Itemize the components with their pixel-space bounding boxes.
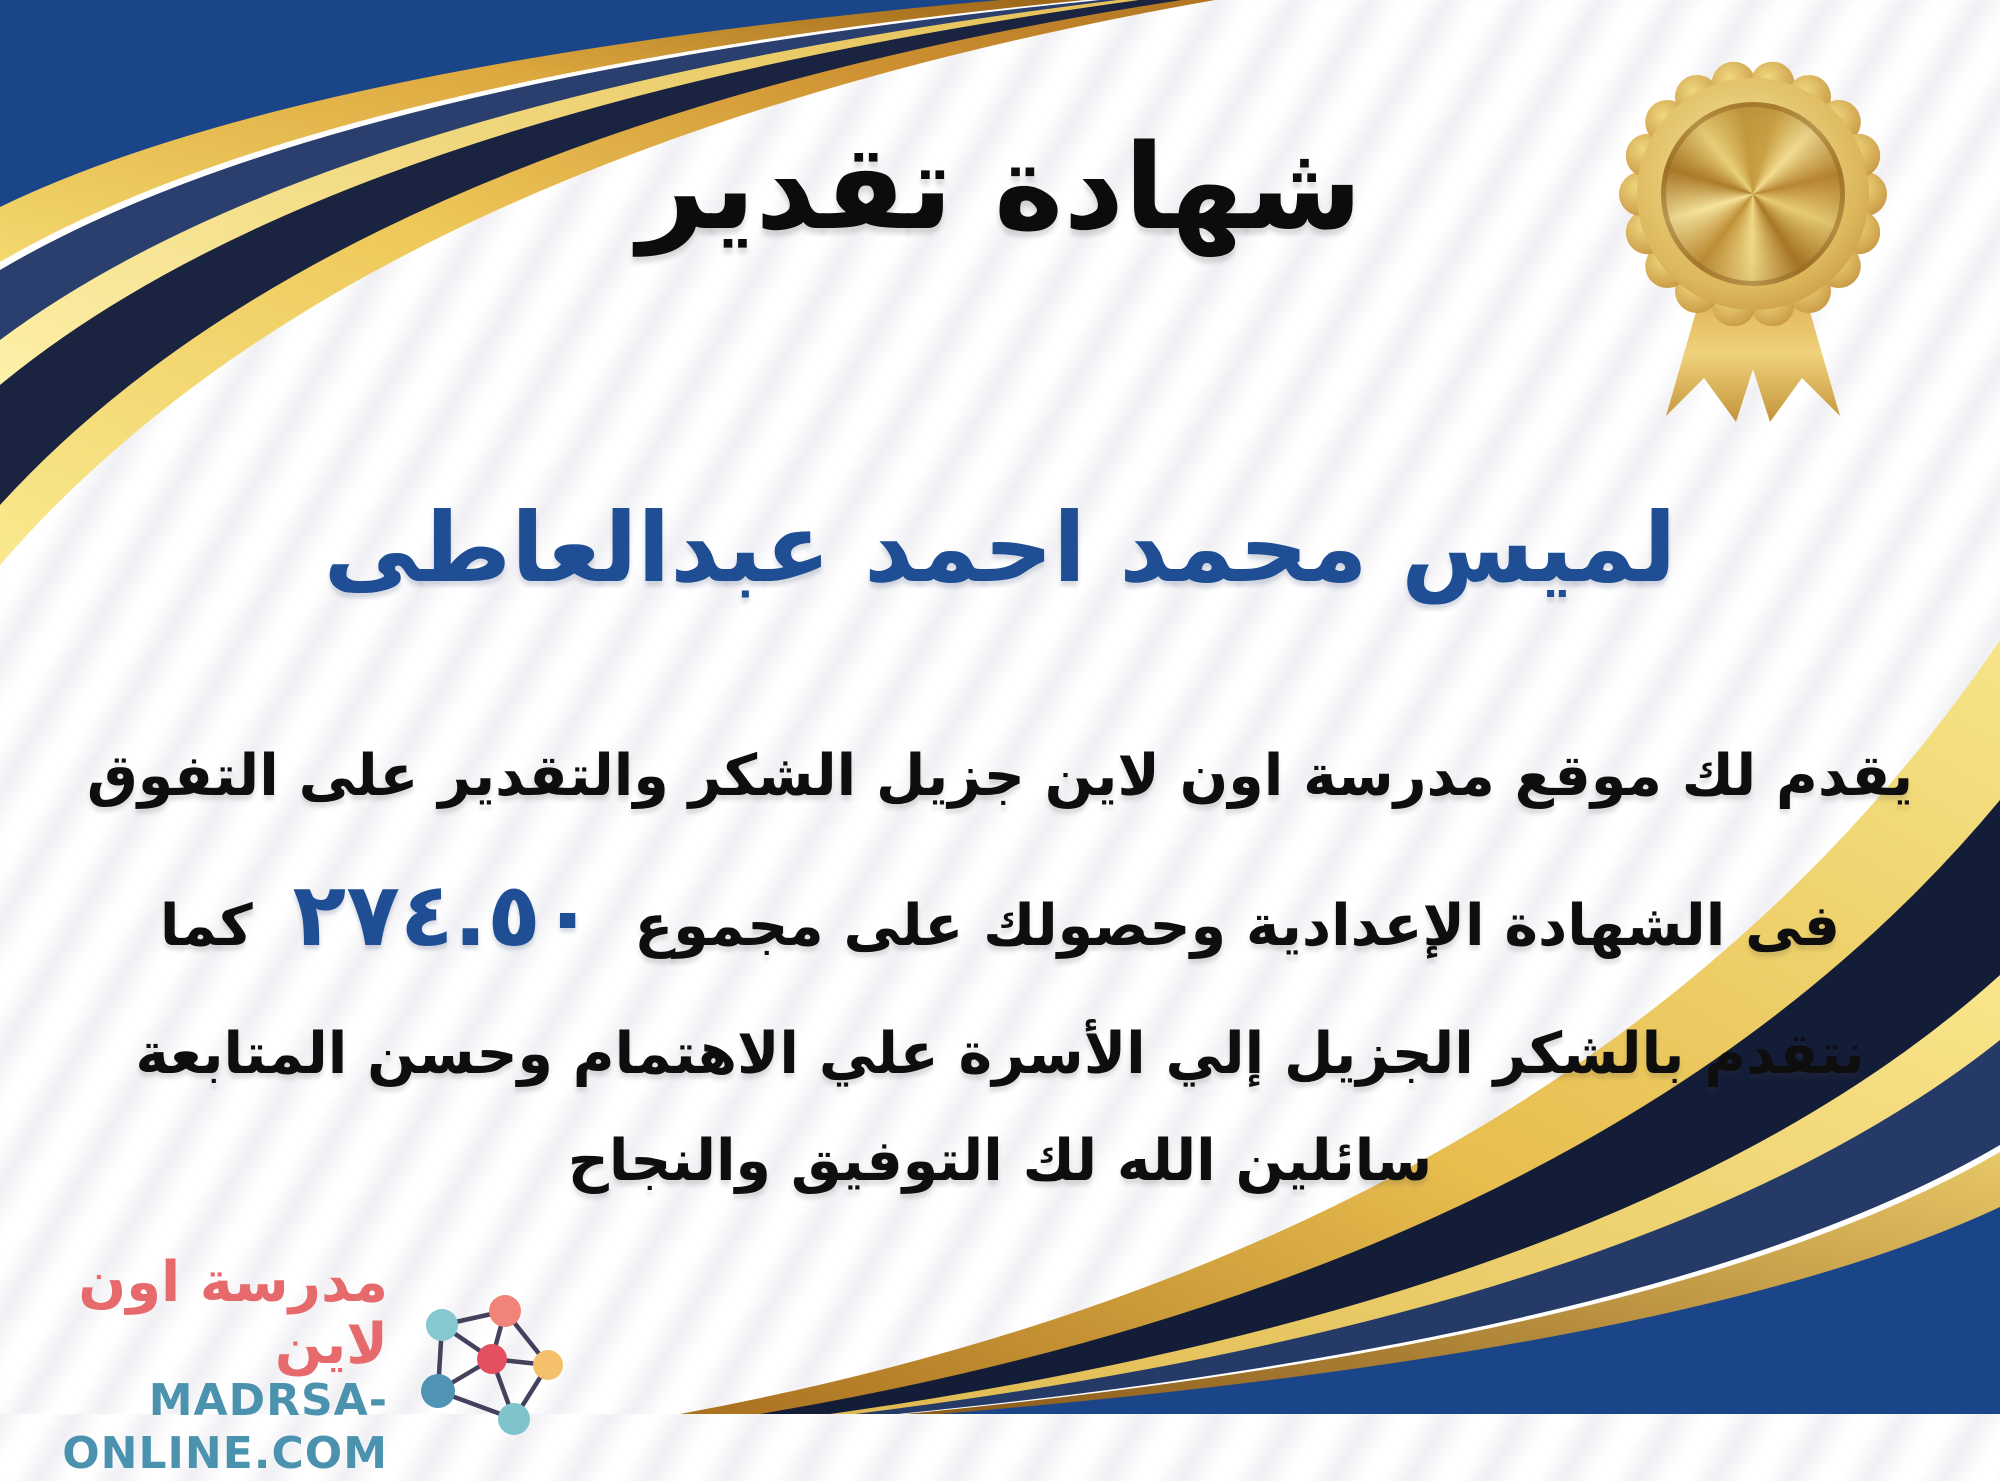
- score-value: ٢٧٤.٥٠: [292, 863, 595, 967]
- body-line-1: يقدم لك موقع مدرسة اون لاين جزيل الشكر والتقدير على التفوق: [86, 743, 1914, 809]
- logo-texts: [28, 1252, 388, 1481]
- certificate-body: [40, 722, 1960, 1110]
- logo-arabic-name: مدرسة اون لاين: [78, 1250, 388, 1377]
- site-logo: [28, 1252, 572, 1481]
- body-line-2-after: كما: [159, 893, 273, 960]
- network-graph-icon: [402, 1291, 572, 1441]
- body-line-2-before: فى الشهادة الإعدادية وحصولك على مجموع: [614, 893, 1841, 960]
- certificate-title: شهادة تقدير: [637, 118, 1363, 256]
- student-name: لميس محمد احمد عبدالعاطى: [323, 492, 1677, 604]
- top-left-swoosh: [0, 0, 1325, 565]
- body-line-3: نتقدم بالشكر الجزيل إلي الأسرة علي الاهتمام وحسن المتابعة: [135, 1021, 1865, 1088]
- logo-domain: MADRSA-ONLINE.COM: [62, 1375, 388, 1479]
- closing-line: سائلين الله لك التوفيق والنجاح: [567, 1128, 1433, 1194]
